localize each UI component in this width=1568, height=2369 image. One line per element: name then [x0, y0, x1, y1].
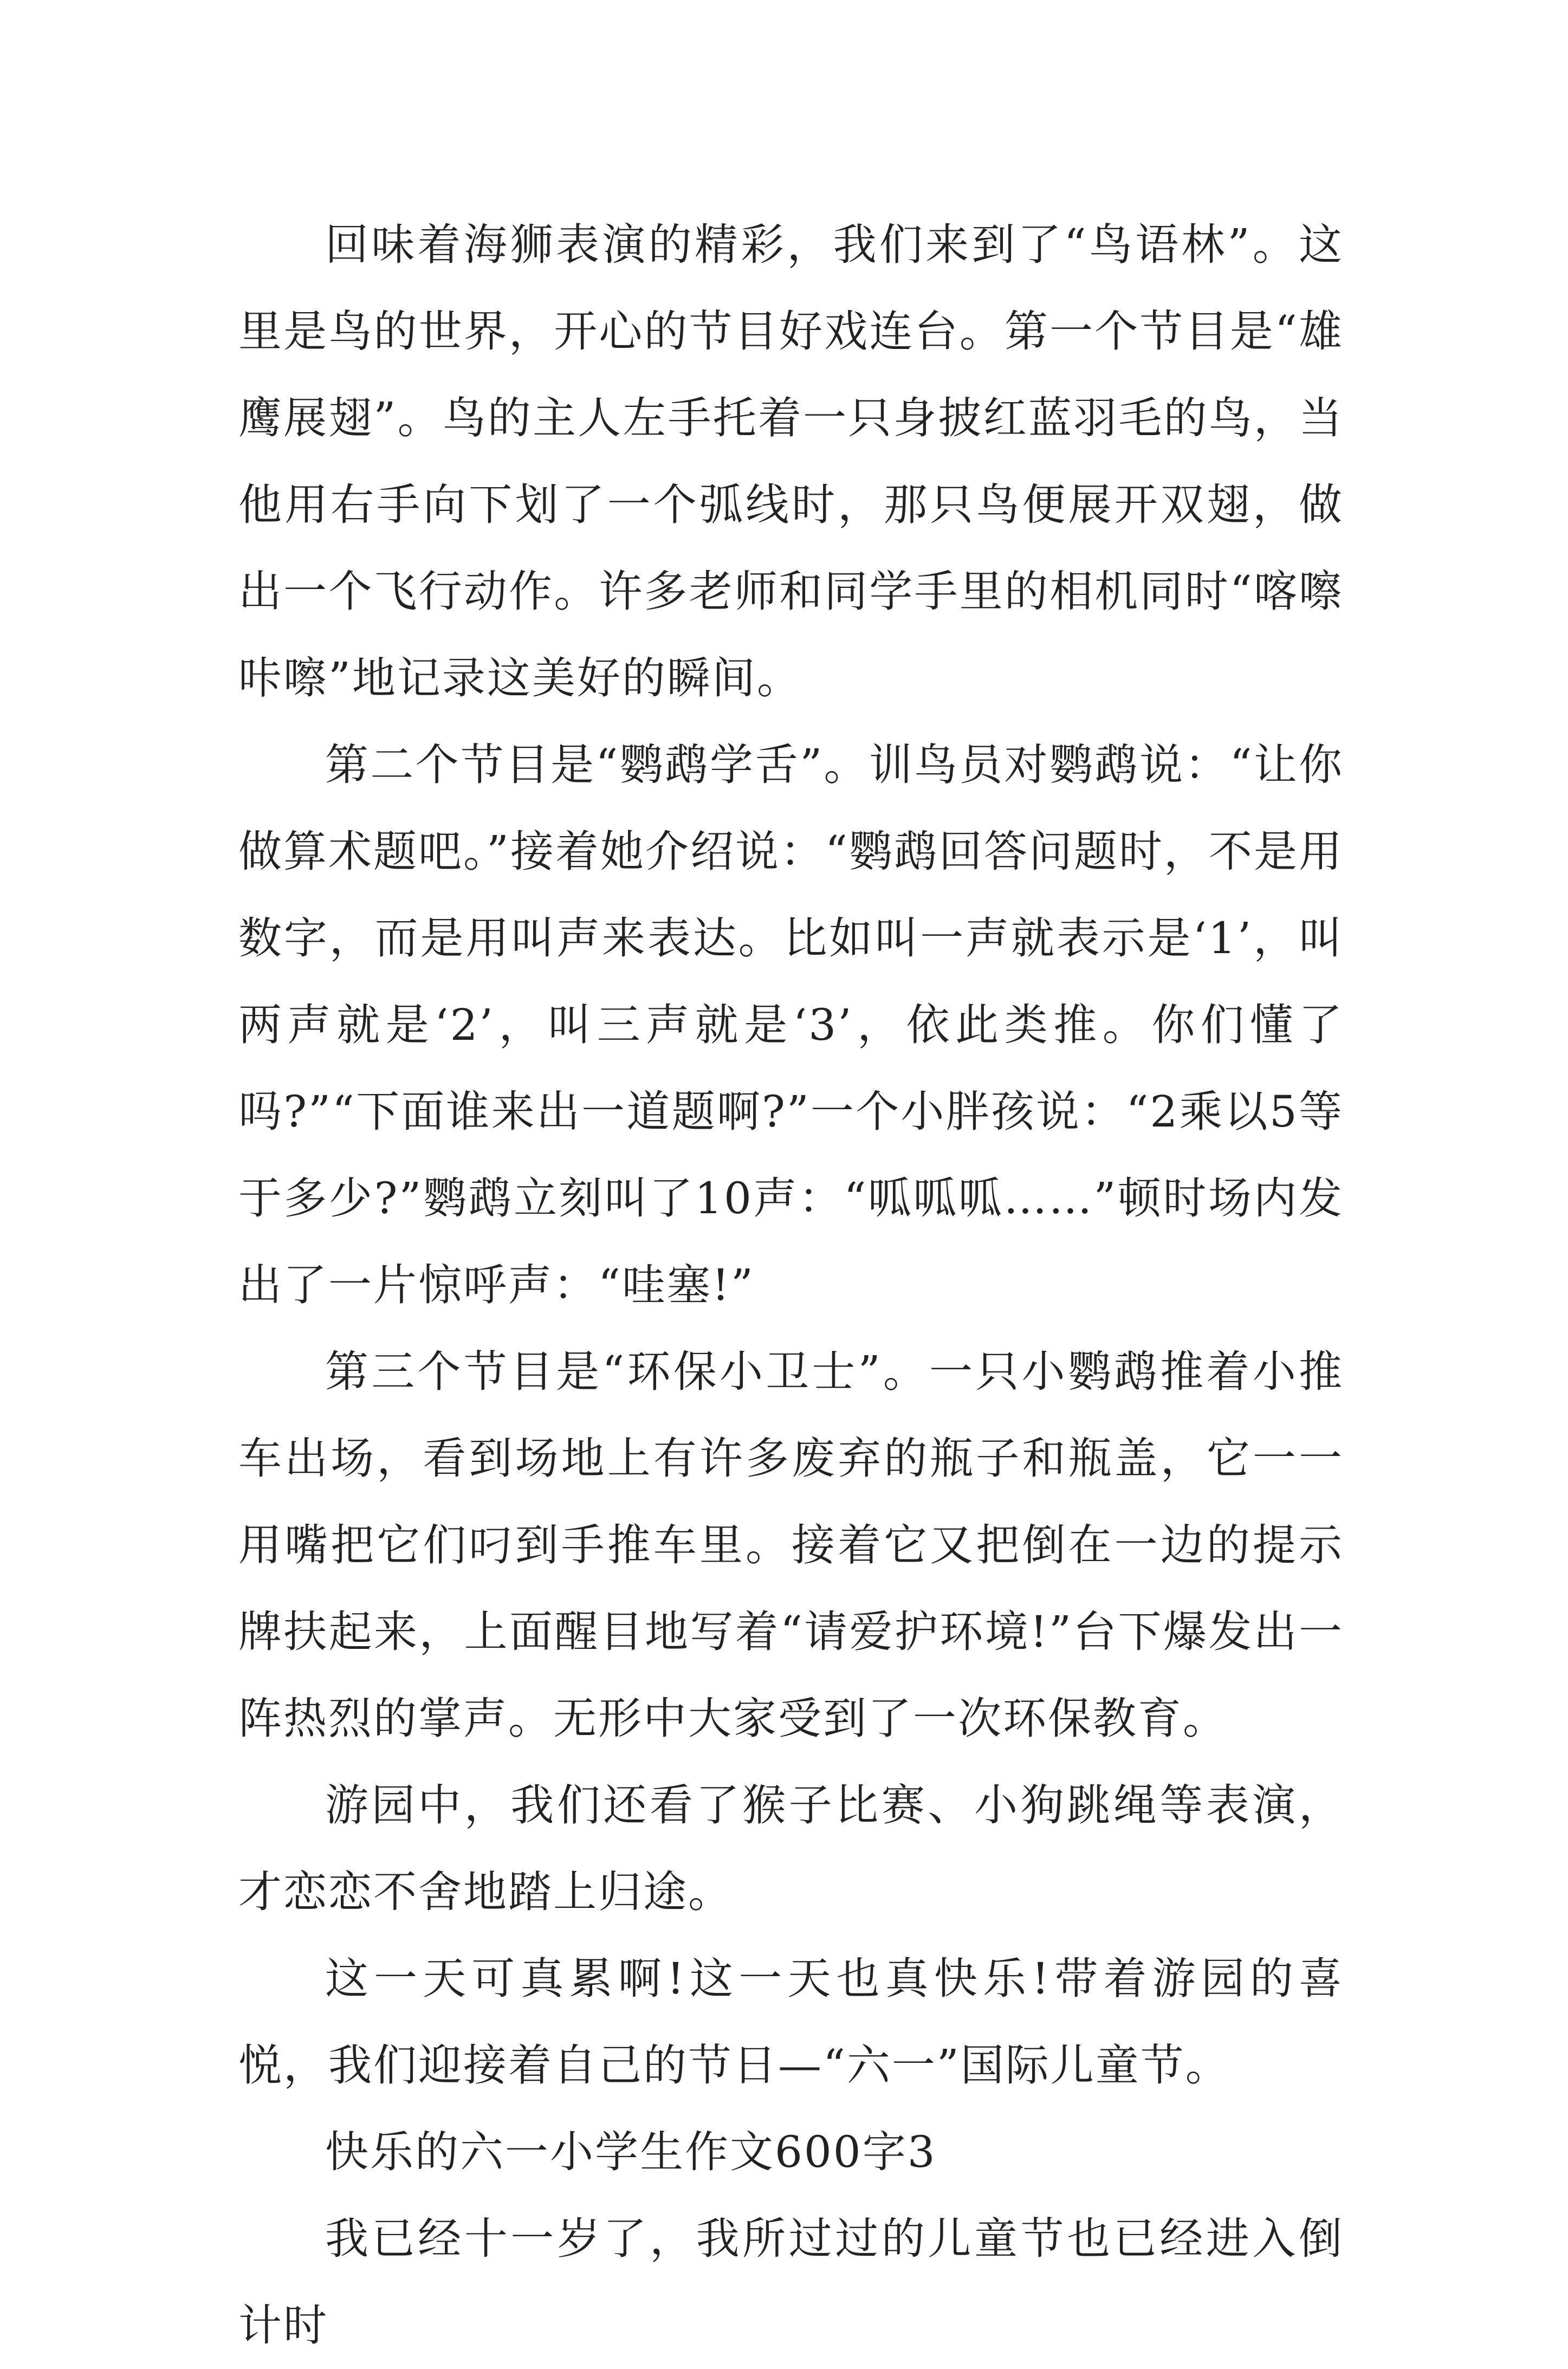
essay-heading: 快乐的六一小学生作文600字3 — [325, 2127, 937, 2177]
paragraph-countdown: 我已经十一岁了，我所过过的儿童节也已经进入倒计时 — [238, 2213, 1344, 2351]
document-body — [238, 202, 1344, 2369]
paragraph-bird-forest: 回味着海狮表演的精彩，我们来到了“鸟语林”。这里是鸟的世界，开心的节目好戏连台。第一个节目是“雄鹰展翅”。鸟的主人左手托着一只身披红蓝羽毛的鸟，当他用右手向下划了一个弧线时，那只鸟便展开双翅，做出一个飞行动作。许多老师和同学手里的相机同时“喀嚓咔嚓”地记录这美好的瞬间。 — [238, 219, 1344, 703]
paragraph-happy-day: 这一天可真累啊!这一天也真快乐!带着游园的喜悦，我们迎接着自己的节日—“六一”国际儿童节。 — [238, 1953, 1344, 2090]
paragraph-eco-guard: 第三个节目是“环保小卫士”。一只小鹦鹉推着小推车出场，看到场地上有许多废弃的瓶子和瓶盖，它一一用嘴把它们叼到手推车里。接着它又把倒在一边的提示牌扶起来，上面醒目地写着“请爱护环境!”台下爆发出一阵热烈的掌声。无形中大家受到了一次环保教育。 — [238, 1347, 1344, 1744]
paragraph-parrot-math: 第二个节目是“鹦鹉学舌”。训鸟员对鹦鹉说：“让你做算术题吧。”接着她介绍说：“鹦鹉回答问题时，不是用数字，而是用叫声来表达。比如叫一声就表示是‘1’，叫两声就是‘2’，叫三声就是‘3’，依此类推。你们懂了吗?”“下面谁来出一道题啊?”一个小胖孩说：“2乘以5等于多少?”鹦鹉立刻叫了10声：“呱呱呱……”顿时场内发出了一片惊呼声：“哇塞!” — [238, 740, 1344, 1310]
paragraph-park-visit: 游园中，我们还看了猴子比赛、小狗跳绳等表演，才恋恋不舍地踏上归途。 — [238, 1780, 1344, 1917]
